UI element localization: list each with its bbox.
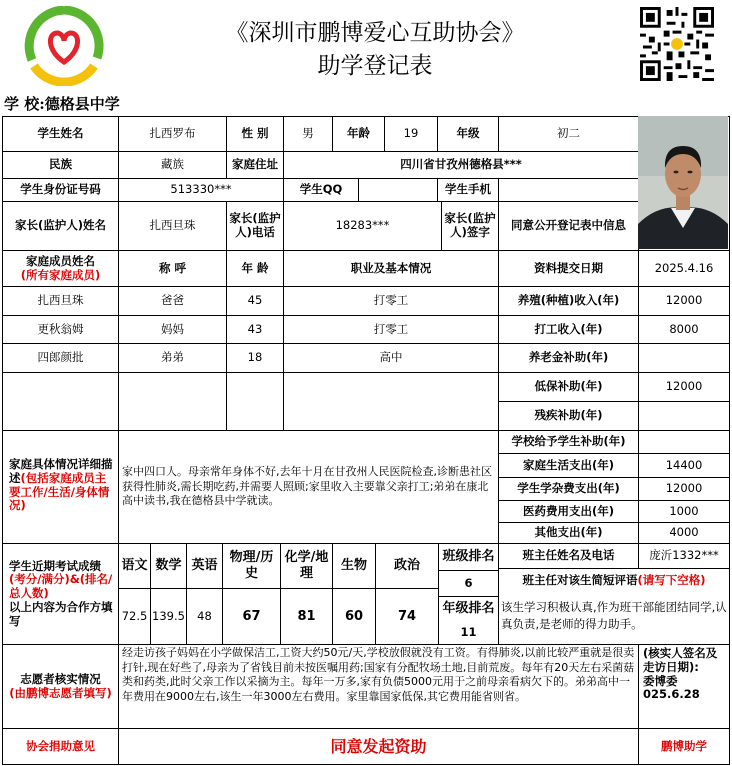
family-details-text: 家中四口人。母亲常年身体不好,去年十月在甘孜州人民医院检查,诊断患社区获得性肺炎,需长期吃药,并需要人照顾;家里收入主要靠父亲打工;弟弟在康北高中读书,我在德格县中学就读。 (122, 464, 492, 508)
form-subtitle: 助学登记表 (317, 53, 433, 79)
subject-score: 81 (297, 608, 316, 624)
finance-label: 养老金补助(年) (528, 350, 609, 365)
stamp-label: 鹏博助学 (661, 738, 707, 753)
subject-name: 语文 (121, 558, 148, 574)
subject-score: 48 (197, 608, 212, 623)
school-label: 学 校: (4, 95, 45, 113)
family-details-label (3, 431, 118, 543)
finance-label: 学校给予学生补助(年) (511, 434, 626, 449)
id-label: 学生身份证号码 (20, 182, 101, 197)
family-members-label (3, 251, 118, 286)
consent-label: 同意公开登记表中信息 (511, 218, 626, 233)
family-members-label-note: (所有家庭成员) (20, 267, 101, 282)
volunteer-signature (639, 645, 729, 728)
subject-score: 74 (397, 608, 417, 624)
volunteer-label (3, 645, 118, 728)
volunteer-label-main: 志愿者核实情况 (20, 671, 101, 686)
finance-label: 残疾补助(年) (534, 408, 603, 423)
phone-value (499, 179, 638, 201)
age-value: 19 (403, 126, 419, 141)
grade-label: 年级 (456, 126, 480, 141)
qq-label: 学生QQ (299, 182, 343, 197)
member-relation: 妈妈 (161, 321, 184, 336)
submit-date: 2025.4.16 (654, 260, 714, 275)
teacher-label: 班主任姓名及电话 (522, 548, 615, 563)
member-job: 打零工 (373, 321, 409, 336)
member-age: 18 (247, 350, 263, 365)
teacher-comment-hint: (请写下空格) (637, 573, 706, 588)
finance-value: 1000 (669, 503, 699, 518)
ethnicity-label: 民族 (49, 157, 72, 172)
subject-name: 化学/地理 (284, 550, 329, 581)
member-age: 43 (247, 321, 263, 336)
subject-name: 英语 (191, 558, 218, 574)
finance-value: 12000 (665, 481, 703, 496)
finance-label: 医药费用支出(年) (522, 503, 614, 518)
subject-name: 生物 (340, 558, 367, 574)
subject-score: 139.5 (152, 608, 185, 623)
member-name: 更秋翁姆 (37, 321, 84, 336)
guardian-sign-label: 家长(监护人)签字 (444, 211, 496, 239)
member-age: 45 (247, 293, 263, 308)
address-label: 家庭住址 (232, 157, 278, 172)
gender-label: 性 别 (241, 126, 269, 141)
finance-value: 12000 (665, 379, 703, 394)
volunteer-label-note: (由鹏博志愿者填写) (9, 685, 112, 700)
finance-label: 打工收入(年) (534, 321, 603, 336)
finance-label: 学生学杂费支出(年) (517, 481, 620, 496)
opinion-value: 同意发起资助 (330, 736, 427, 756)
student-name-label: 学生姓名 (37, 126, 84, 141)
guardian-phone: 18283*** (335, 218, 390, 233)
address-value: 四川省甘孜州德格县*** (400, 157, 522, 172)
finance-value (639, 402, 729, 430)
ethnicity-value: 藏族 (161, 157, 184, 172)
form-title: 《深圳市鹏博爱心互助协会》 (225, 20, 525, 46)
subject-score: 60 (344, 608, 364, 624)
phone-label: 学生手机 (445, 182, 491, 197)
grade-rank-label: 年级排名 (442, 601, 495, 617)
guardian-phone-label: 家长(监护人)电话 (229, 211, 281, 239)
member-job: 打零工 (373, 293, 409, 308)
class-rank: 6 (464, 575, 473, 590)
volunteer-text: 经走访孩子妈妈在小学做保洁工,工资大约50元/天,学校放假就没有工资。有得肺炎,以前比较严重就是很卖打针,现在好些了,母亲为了省钱目前未按医嘱用药;国家有分配牧场土地,目前荒废。每年有20天左右采菌菇类和药类,此时父亲工作以采摘为主。每年一万多,家有负债5000元用于之前母亲看病欠下的。弟弟高中一年费用在9000左右,该生一年3000左右费用。家里靠国家低保,其它费用能省则省。 (122, 646, 635, 703)
student-name: 扎西罗布 (149, 126, 196, 141)
class-rank-label: 班级排名 (442, 549, 495, 565)
col-job: 职业及基本情况 (350, 260, 432, 275)
family-details-label-note: (包括家庭成员主要工作/生活/身体情况) (9, 470, 110, 513)
exam-label-partner: 以上内容为合作方填写 (9, 599, 113, 628)
family-details-label-main: 家庭具体情况详细描述 (9, 457, 113, 485)
col-age: 年 龄 (241, 260, 269, 275)
finance-label: 低保补助(年) (534, 379, 603, 394)
finance-label: 家庭生活支出(年) (522, 457, 614, 472)
subject-name: 政治 (393, 558, 420, 574)
age-label: 年龄 (347, 126, 370, 141)
id-value: 513330*** (170, 182, 232, 197)
subject-name: 数学 (155, 558, 182, 574)
finance-label: 养殖(种植)收入(年) (517, 293, 620, 308)
opinion-label: 协会捐助意见 (26, 738, 95, 753)
finance-value: 8000 (669, 321, 699, 336)
gender-value: 男 (302, 126, 314, 141)
finance-value: 12000 (665, 293, 703, 308)
teacher-comment-label (499, 569, 729, 593)
member-name: 扎西旦珠 (37, 293, 84, 308)
finance-value (639, 344, 729, 372)
finance-value: 4000 (669, 525, 699, 540)
qq-value (359, 179, 437, 201)
finance-value: 14400 (665, 457, 703, 472)
exam-label (3, 544, 118, 644)
subject-name: 物理/历史 (229, 550, 274, 581)
signer-label: (核实人签名及走访日期): (643, 646, 718, 674)
exam-label-note: (考分/满分)&(排名/总人数) (9, 572, 113, 601)
col-relation: 称 呼 (158, 260, 186, 275)
teacher-comment-label-main: 班主任对该生简短评语 (522, 573, 638, 588)
subject-score: 67 (242, 608, 261, 624)
subject-score: 72.5 (121, 608, 148, 623)
finance-label: 其他支出(年) (534, 525, 603, 540)
guardian-label: 家长(监护人)姓名 (14, 218, 106, 233)
visit-date: 025.6.28 (643, 687, 700, 702)
student-photo (638, 116, 728, 249)
teacher-value: 庞沂1332*** (649, 548, 719, 563)
member-job: 高中 (379, 350, 403, 365)
exam-label-main: 学生近期考试成绩 (9, 558, 101, 573)
finance-value (639, 431, 729, 453)
grade-value: 初二 (557, 126, 580, 141)
member-name: 四郎颜批 (37, 350, 84, 365)
guardian-name: 扎西旦珠 (149, 218, 196, 233)
signer-name: 委博委 (643, 673, 678, 688)
teacher-comment: 该生学习积极认真,作为班干部能团结同学,认真负责,是老师的得力助手。 (501, 600, 727, 631)
family-members-label-main: 家庭成员姓名 (26, 253, 95, 268)
school-name: 德格县中学 (44, 95, 120, 113)
member-relation: 弟弟 (161, 350, 184, 365)
submit-date-label: 资料提交日期 (534, 260, 603, 275)
member-relation: 爸爸 (161, 293, 184, 308)
grade-rank: 11 (460, 624, 477, 639)
